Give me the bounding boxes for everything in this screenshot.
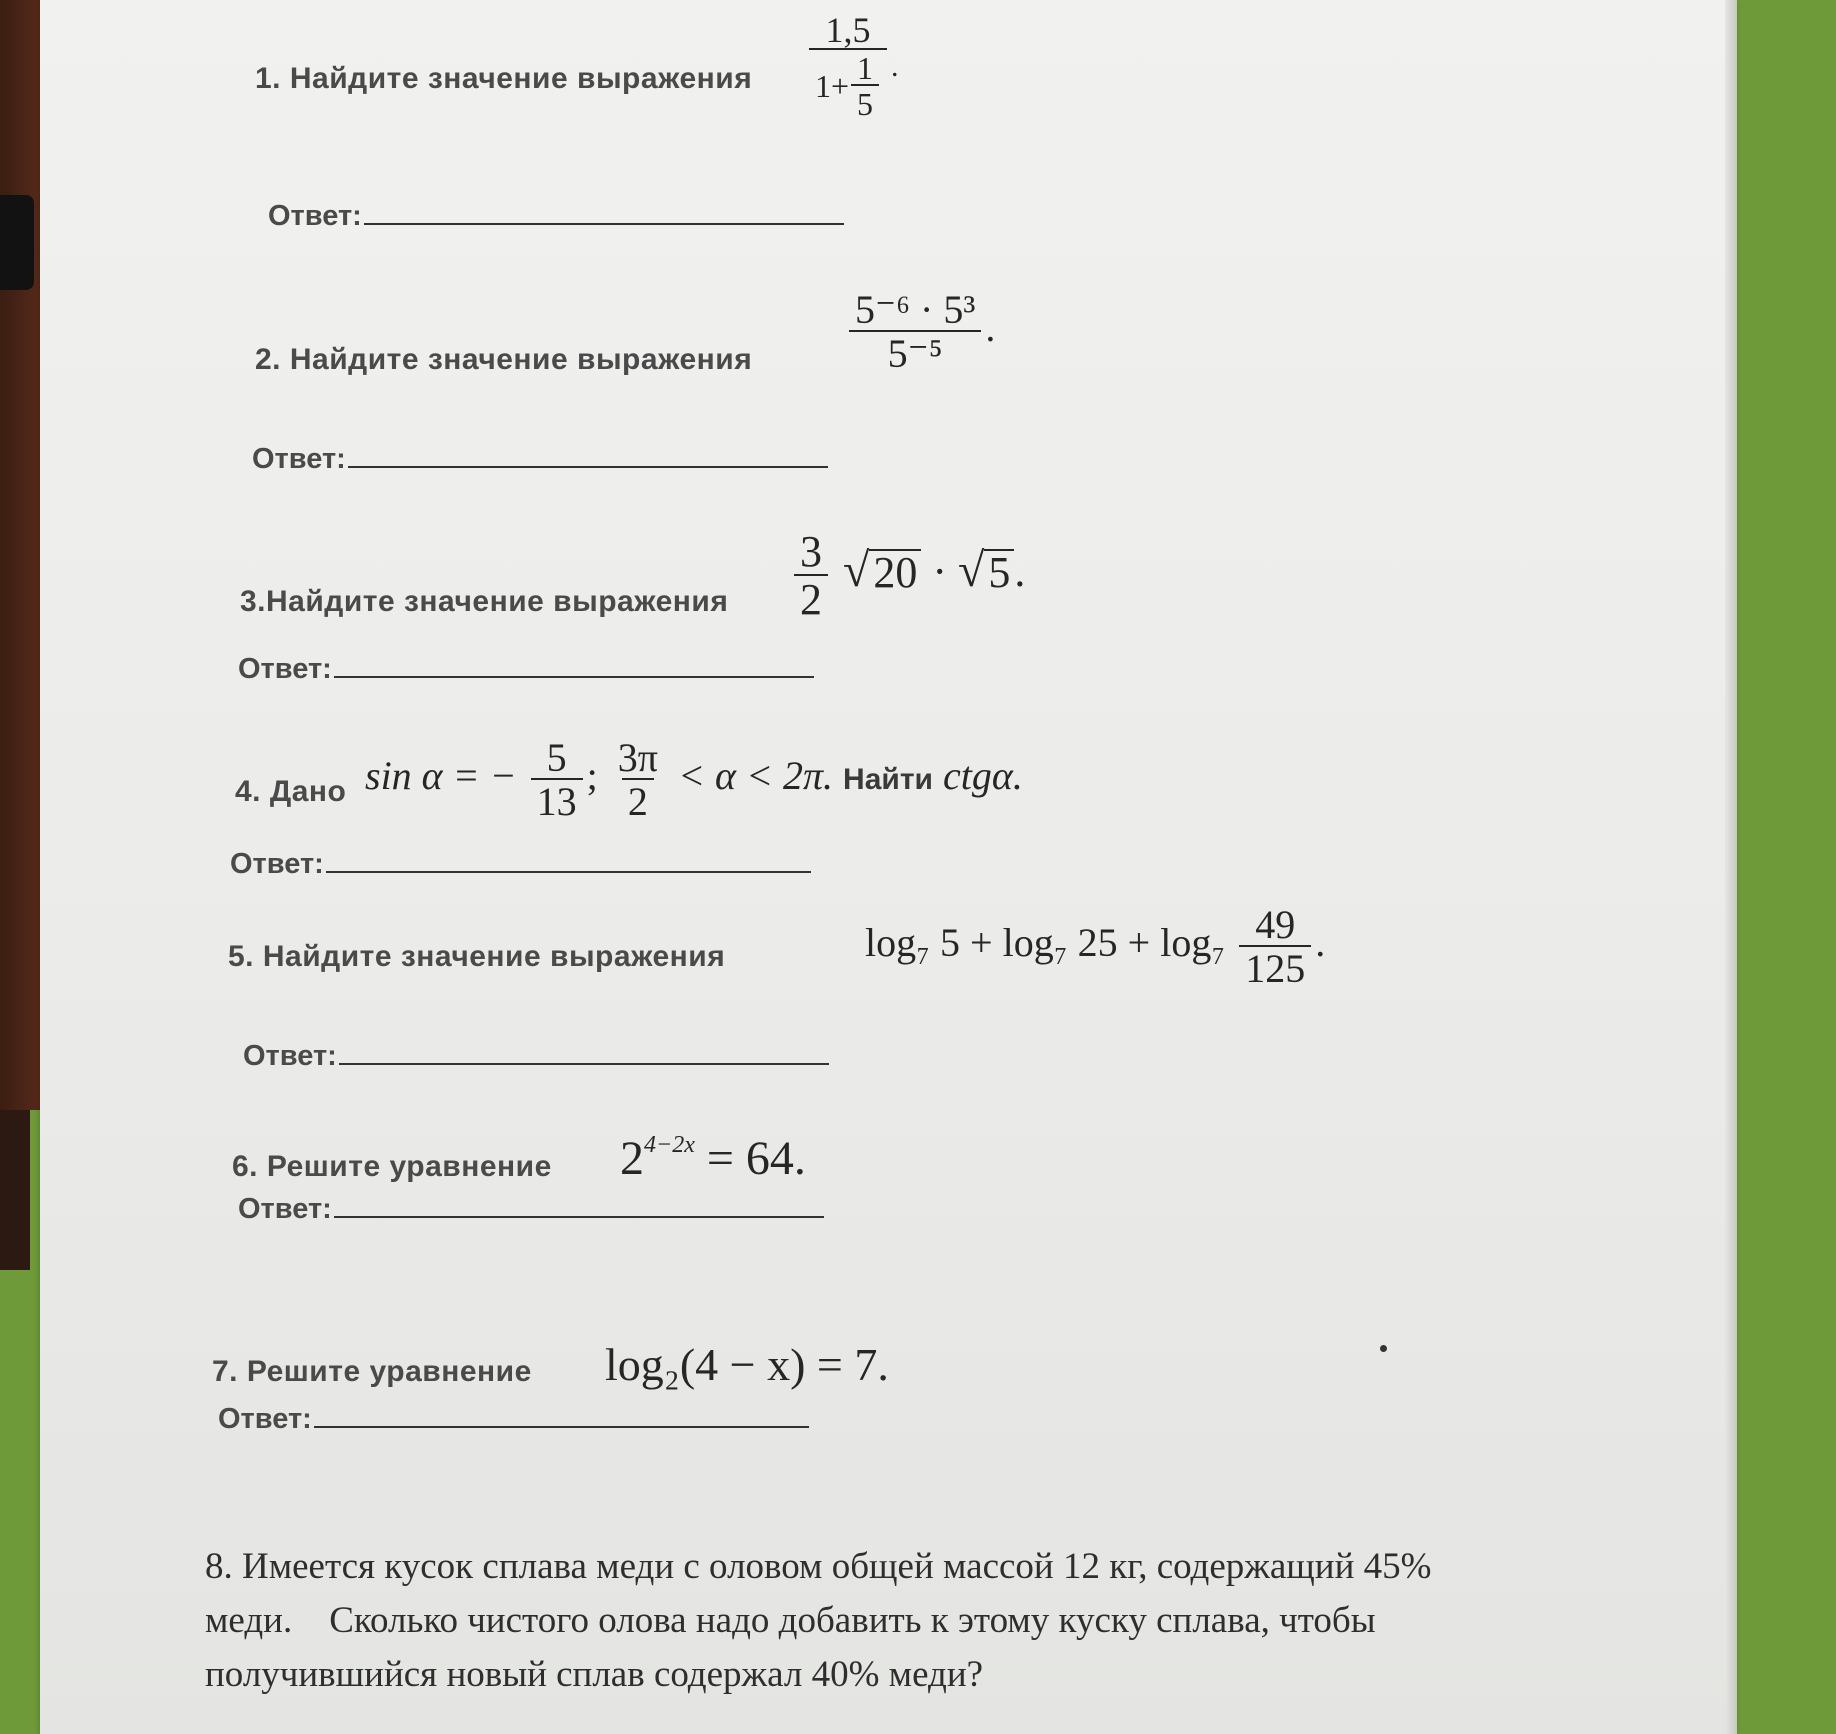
answer-2-line[interactable]: [348, 446, 828, 468]
p6-rhs: = 64.: [706, 1132, 806, 1185]
p4-sep: ;: [586, 753, 598, 799]
p1-den-prefix: 1+: [815, 68, 850, 104]
p1-den-fnum: 1: [857, 50, 874, 86]
answer-3: [238, 653, 814, 686]
pen-dot-mark: [1380, 1345, 1387, 1352]
problem-3-expression: [790, 527, 1026, 624]
p2-numerator: 5⁻⁶ · 5³: [855, 287, 976, 332]
problem-8-text: [205, 1540, 1555, 1702]
p1-den-fden: 5: [851, 84, 879, 120]
answer-4: [230, 848, 811, 881]
answer-2-label: Ответ:: [252, 443, 346, 475]
p3-rad1: 20: [869, 549, 921, 595]
p4-sin-part: sin α = −: [365, 753, 517, 799]
problem-8-line-3: получившийся новый сплав содержал 40% меди?: [205, 1654, 984, 1695]
answer-5-line[interactable]: [339, 1043, 829, 1065]
p6-base: 2: [620, 1132, 644, 1185]
answer-1-line[interactable]: [364, 203, 844, 225]
problem-4-expression: [365, 735, 1023, 824]
answer-2: [252, 443, 828, 476]
problem-1-expression: [805, 12, 899, 120]
table-shadow: [0, 1110, 30, 1270]
p3-fden: 2: [794, 574, 828, 622]
p5-tail: .: [1315, 920, 1326, 966]
problem-7-expression: [605, 1339, 889, 1390]
problem-1-text: 1. Найдите значение выражения: [255, 62, 753, 95]
paper-edge: [1725, 0, 1737, 1734]
p4-inequality: < α < 2π.: [678, 753, 834, 799]
answer-7-line[interactable]: [314, 1406, 809, 1428]
problem-5-text: 5. Найдите значение выражения: [228, 940, 726, 973]
problem-2-text: 2. Найдите значение выражения: [255, 343, 753, 376]
answer-1: [268, 200, 844, 233]
problem-5-expression: [865, 902, 1326, 991]
answer-7: [218, 1403, 809, 1436]
answer-5-label: Ответ:: [243, 1040, 337, 1072]
p4-find: Найти: [843, 763, 933, 797]
p3-sqrt-2: √ 5: [958, 547, 1014, 595]
answer-6-line[interactable]: [334, 1196, 824, 1218]
p4-fnum2: 3π: [617, 735, 658, 780]
answer-6-label: Ответ:: [238, 1193, 332, 1225]
p1-numerator: 1,5: [825, 10, 871, 50]
answer-7-label: Ответ:: [218, 1403, 312, 1435]
p6-exponent: 4−2x: [644, 1132, 695, 1158]
problem-3-text: 3.Найдите значение выражения: [240, 585, 729, 618]
p2-denominator: 5⁻⁵: [849, 330, 981, 374]
answer-3-line[interactable]: [334, 656, 814, 678]
p4-fnum1: 5: [546, 735, 567, 780]
problem-7-text: 7. Решите уравнение: [212, 1355, 532, 1388]
p3-tail: .: [1014, 547, 1026, 597]
p2-tail: .: [985, 305, 996, 351]
p5-fden: 125: [1239, 945, 1311, 989]
problem-4-text: 4. Дано: [235, 775, 347, 808]
p3-dot: ·: [932, 547, 947, 597]
problem-2-expression: [845, 287, 996, 376]
p4-ctg: ctgα.: [942, 753, 1023, 799]
p7-expr: log₂(4 − x) = 7.: [605, 1339, 889, 1390]
answer-6: [238, 1193, 824, 1226]
pen-object: [0, 195, 34, 290]
answer-1-label: Ответ:: [268, 200, 362, 232]
problem-8-line-2: меди. Сколько чистого олова надо добавить к этому куску сплава, чтобы: [205, 1600, 1376, 1641]
answer-4-label: Ответ:: [230, 848, 324, 880]
p5-fnum: 49: [1255, 902, 1296, 947]
answer-5: [243, 1040, 829, 1073]
p5-expr: log₇ 5 + log₇ 25 + log₇: [865, 920, 1226, 966]
p3-fnum: 3: [800, 527, 822, 576]
answer-3-label: Ответ:: [238, 653, 332, 685]
answer-4-line[interactable]: [326, 851, 811, 873]
p4-fden2: 2: [622, 778, 654, 822]
problem-6-expression: [620, 1133, 806, 1183]
p3-rad2: 5: [984, 549, 1014, 595]
p4-fden1: 13: [531, 778, 583, 822]
problem-6-text: 6. Решите уравнение: [232, 1150, 552, 1183]
p3-sqrt-1: √ 20: [843, 547, 921, 595]
problem-8-line-1: 8. Имеется кусок сплава меди с оловом общей массой 12 кг, содержащий 45%: [205, 1546, 1432, 1587]
p1-tail: .: [891, 50, 899, 84]
